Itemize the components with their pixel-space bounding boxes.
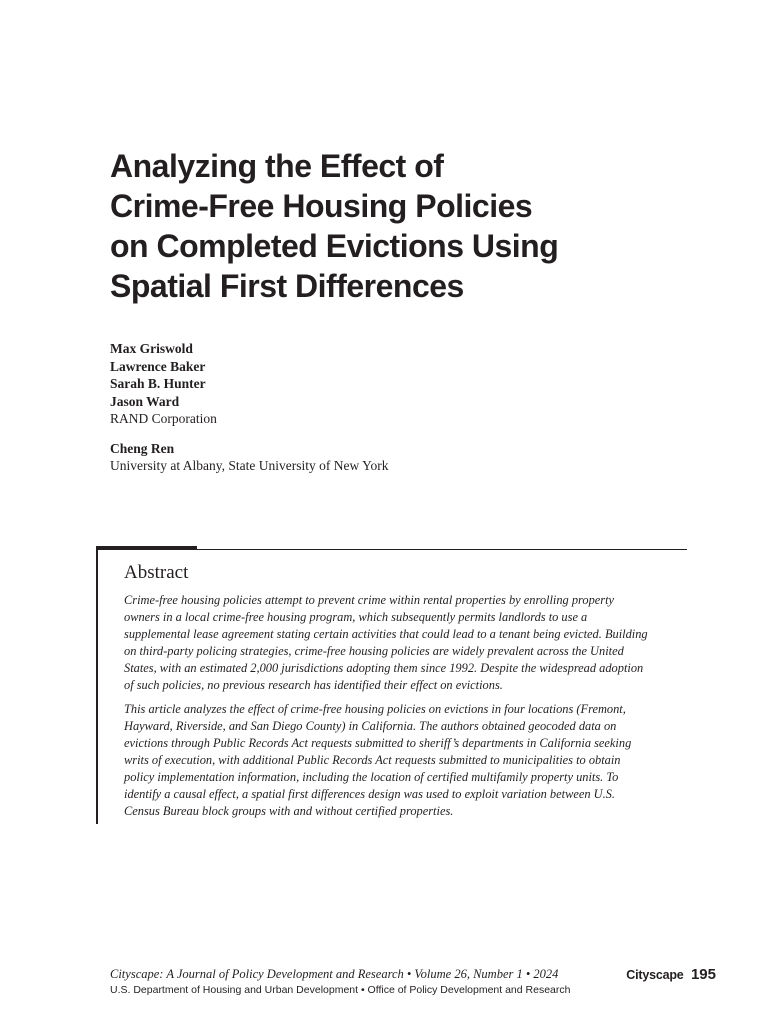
author-name: Cheng Ren: [110, 440, 175, 456]
abstract-line: identify a causal effect, a spatial first differences design was used to exploit variation between U.S.: [124, 787, 615, 802]
abstract-line: policy implementation information, including the location of certified multifamily property units. To: [124, 769, 619, 784]
author-name: Sarah B. Hunter: [110, 376, 206, 391]
footer-department: U.S. Department of Housing and Urban Development • Office of Policy Development and Research: [110, 984, 571, 996]
abstract-line: on third-party policing strategies, crime-free housing policies are widely prevalent across the United: [124, 644, 624, 659]
footer-brand: Cityscape: [626, 968, 684, 982]
abstract-line: supplemental lease agreement stating certain activities that could lead to a tenant being evicted. Building: [124, 627, 648, 642]
abstract-line: owners in a local crime-free housing program, which subsequently permits landlords to use a: [124, 610, 588, 625]
abstract-paragraph: [124, 592, 689, 695]
abstract-paragraph: [124, 701, 689, 821]
abstract-line: Census Bureau block groups with and without certified properties.: [124, 804, 454, 819]
abstract-line: writs of execution, with additional Public Records Act requests submitted to municipalities to obtain: [124, 752, 621, 767]
abstract-top-rule-thick: [96, 546, 197, 550]
author-name: Lawrence Baker: [110, 358, 206, 374]
author-name: Max Griswold: [110, 341, 193, 356]
abstract-line: Crime-free housing policies attempt to prevent crime within rental properties by enrolling property: [124, 593, 615, 607]
abstract-section: [124, 562, 689, 826]
abstract-line: States, with an estimated 2,000 jurisdictions adopting them since 1992. Despite the widespread adoption: [124, 661, 644, 676]
author-name: Jason Ward: [110, 393, 180, 409]
abstract-line: This article analyzes the effect of crime-free housing policies on evictions in four locations (Fremont,: [124, 701, 626, 716]
author-affiliation: University at Albany, State University of New York: [110, 458, 389, 473]
author-affiliation: RAND Corporation: [110, 411, 217, 426]
abstract-heading: Abstract: [124, 562, 189, 583]
abstract-line: of such policies, no previous research has identified their effect on evictions.: [124, 678, 503, 693]
title-line: Crime-Free Housing Policies: [110, 188, 533, 224]
author-group-albany: [110, 440, 610, 475]
abstract-top-rule-thin: [197, 549, 687, 550]
author-list: [110, 340, 610, 475]
footer-page-label: [626, 966, 716, 984]
author-group-rand: [110, 340, 610, 428]
abstract-line: Hayward, Riverside, and San Diego County) in California. The authors obtained geocoded data on: [124, 718, 617, 733]
title-line: on Completed Evictions Using: [110, 228, 559, 264]
title-line: Analyzing the Effect of: [110, 148, 444, 184]
paper-title: [110, 146, 670, 306]
page-footer: [110, 966, 716, 997]
abstract-line: evictions through Public Records Act requests submitted to sheriff’s departments in California seeking: [124, 735, 632, 750]
abstract-side-rule: [96, 550, 98, 824]
page-number: 195: [690, 966, 716, 983]
footer-journal-citation: Cityscape: A Journal of Policy Development and Research • Volume 26, Number 1 • 2024: [110, 967, 559, 981]
title-line: Spatial First Differences: [110, 268, 464, 304]
